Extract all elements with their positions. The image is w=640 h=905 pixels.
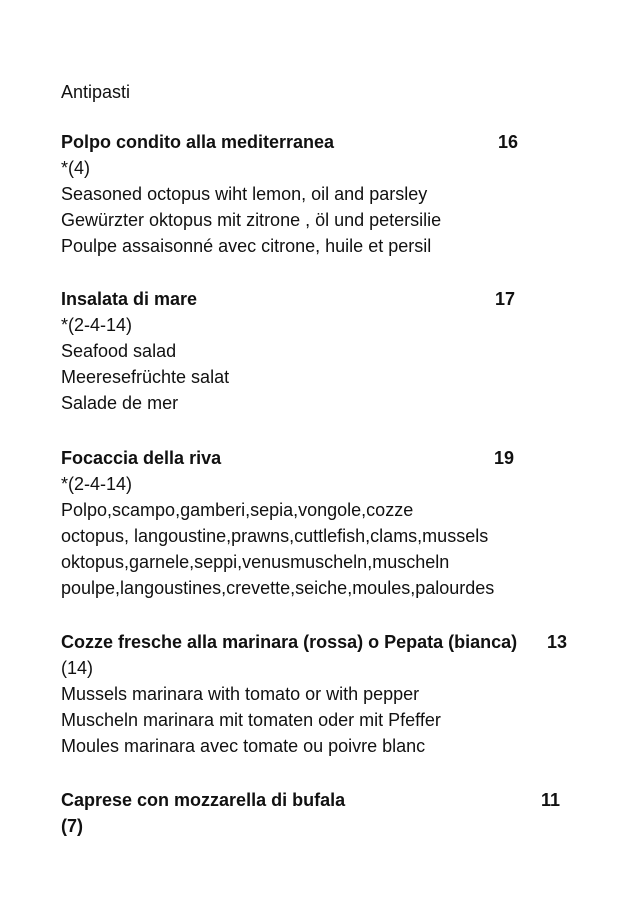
dish-allergens: *(2-4-14) — [61, 315, 133, 335]
dish-description-it: Polpo,scampo,gamberi,sepia,vongole,cozze — [61, 500, 414, 520]
dish-description-fr: Moules marinara avec tomate ou poivre blanc — [61, 736, 426, 756]
dish-name: Cozze fresche alla marinara (rossa) o Pepata (bianca) — [61, 632, 518, 652]
dish-allergens: *(2-4-14) — [61, 474, 133, 494]
dish-price: 16 — [498, 132, 519, 152]
dish-description-de: Gewürzter oktopus mit zitrone , öl und petersilie — [61, 210, 442, 230]
dish-description-en: Seasoned octopus wiht lemon, oil and parsley — [61, 184, 428, 204]
dish-description-fr: poulpe,langoustines,crevette,seiche,moules,palourdes — [61, 578, 495, 598]
section-title: Antipasti — [61, 82, 131, 102]
dish-description-de: Muscheln marinara mit tomaten oder mit Pfeffer — [61, 710, 441, 730]
dish-description-fr: Poulpe assaisonné avec citrone, huile et persil — [61, 236, 432, 256]
dish-description-fr: Salade de mer — [61, 393, 179, 413]
dish-allergens: (14) — [61, 658, 94, 678]
dish-name: Focaccia della riva — [61, 448, 222, 468]
dish-price: 17 — [495, 289, 516, 309]
dish-insalata — [61, 286, 601, 416]
dish-name: Polpo condito alla mediterranea — [61, 132, 335, 152]
dish-name: Insalata di mare — [61, 289, 198, 309]
dish-description-de: oktopus,garnele,seppi,venusmuscheln,muscheln — [61, 552, 450, 572]
dish-price: 19 — [494, 448, 515, 468]
dish-allergens: (7) — [61, 816, 83, 836]
dish-allergens: *(4) — [61, 158, 91, 178]
dish-description-en: Mussels marinara with tomato or with pepper — [61, 684, 420, 704]
dish-name: Caprese con mozzarella di bufala — [61, 790, 346, 810]
dish-polpo — [61, 129, 601, 259]
dish-description-en: octopus, langoustine,prawns,cuttlefish,clams,mussels — [61, 526, 489, 546]
dish-price: 13 — [547, 632, 568, 652]
dish-focaccia — [61, 445, 601, 601]
dish-description-en: Seafood salad — [61, 341, 177, 361]
dish-caprese — [61, 787, 601, 839]
dish-price: 11 — [541, 790, 561, 810]
dish-description-de: Meeresefrüchte salat — [61, 367, 230, 387]
dish-cozze — [61, 629, 601, 759]
